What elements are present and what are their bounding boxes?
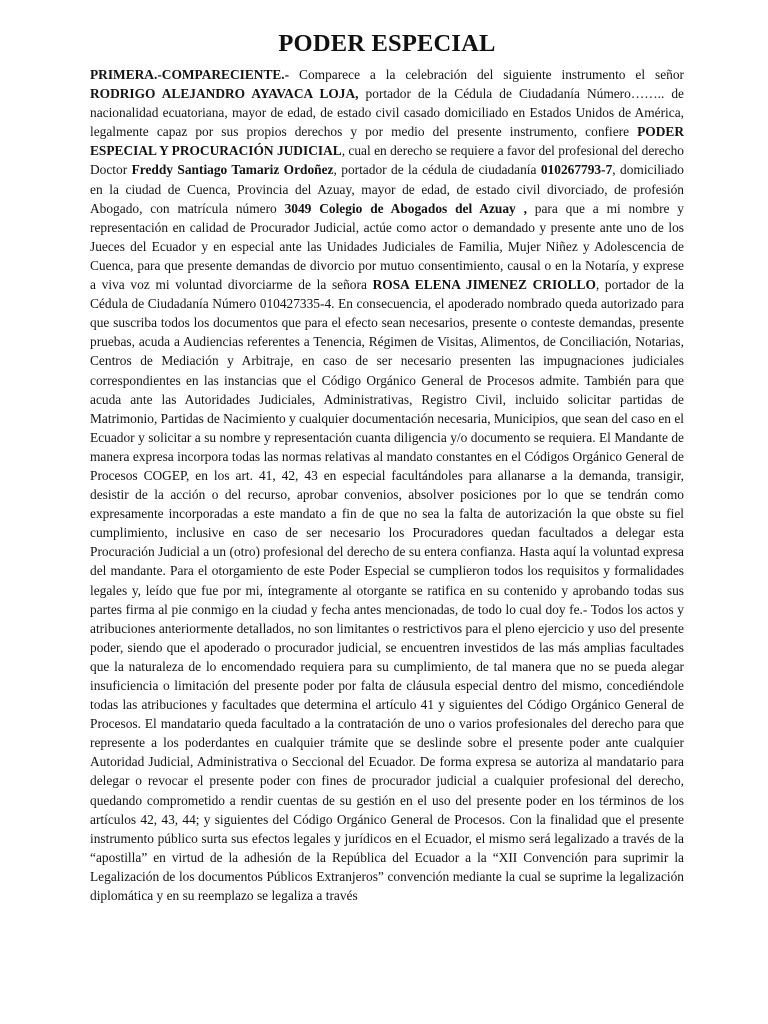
document-body	[90, 65, 684, 905]
attorney-id-number: 010267793-7	[540, 162, 613, 178]
document-page	[90, 30, 684, 905]
body-text-segment: Comparece a la celebración del siguiente instrumento el señor	[289, 67, 684, 82]
body-text-segment: , domiciliado en la ciudad de Cuenca, Provincia del Azuay, mayor de edad, de estado civil divorciado, de profesión Abogado, con matrícula número	[90, 162, 684, 216]
attorney-name: Freddy Santiago Tamariz Ordoñez	[131, 162, 334, 178]
clause-heading: PRIMERA.-COMPARECIENTE.-	[90, 67, 290, 82]
body-text-segment: portador de la Cédula de Ciudadanía Número…….. de nacionalidad ecuatoriana, mayor de edad, de estado civil casado domiciliado en Estados Unidos de América, legalmente capaz por sus propios derechos y por medio del presente instrumento, confiere	[90, 86, 684, 140]
spouse-name: ROSA ELENA JIMENEZ CRIOLLO	[372, 277, 596, 293]
body-text-segment: , portador de la Cédula de Ciudadanía Número 010427335-4. En consecuencia, el apoderado nombrado queda autorizado para que suscriba todos los documentos que para el efecto sean necesarios, presente o conteste demandas, presente pruebas, acuda a Audiencias referentes a Tenencia, Régimen de Visitas, Alimentos, de Conciliación, Notarias, Centros de Mediación y Arbitraje, en caso de ser necesario presenten las impugnaciones judiciales correspondientes en las instancias que el Código Orgánico General de Procesos admite. También para que acuda ante las Autoridades Judiciales, Administrativas, Registro Civil, incluido solicitar partidas de Matrimonio, Partidas de Nacimiento y cualquier documentación necesaria, Municipios, que sean del caso en el Ecuador y solicitar a su nombre y representación cuanta diligencia y/o documento se requiera. El Mandante de manera expresa incorpora todas las normas relativas al mandato constantes en el Códigos Orgánico General de Procesos COGEP, en los art. 41, 42, 43 en especial facultándoles para allanarse a la demanda, transigir, desistir de la acción o del recurso, aprobar convenios, absolver posiciones por lo que se tendrán como expresamente incorporadas a este mandato a fin de que no sea la falta de autorización la que obste su fiel cumplimiento, inclusive en caso de ser necesario los Procuradores quedan facultados a delegar esta Procuración Judicial a un (otro) profesional del derecho de su entera confianza. Hasta aquí la voluntad expresa del mandante. Para el otorgamiento de este Poder Especial se cumplieron todos los requisitos y formalidades legales y, leído que fue por mi, íntegramente al otorgante se ratifica en su contenido y aprobando todas sus partes firma al pie conmigo en la ciudad y fecha antes mencionadas, de todo lo cual doy fe.- Todos los actos y atribuciones anteriormente detallados, no son limitantes o restrictivos para el pleno ejercicio y uso del presente poder, siendo que el apoderado o procurador judicial, se encuentren investidos de las más amplias facultades que la naturaleza de lo encomendado requiera para su cumplimiento, de tal manera que no se pueda alegar insuficiencia o limitación del presente poder por falta de cláusula especial dentro del mismo, concediéndole todas las atribuciones y facultades que determina el artículo 41 y siguientes del Código Orgánico General de Procesos. El mandatario queda facultado a la contratación de uno o varios profesionales del derecho para que represente a los poderdantes en cualquier trámite que se deslinde sobre el presente poder ante cualquier Autoridad Judicial, Administrativa o Seccional del Ecuador. De forma expresa se autoriza al mandatario para delegar o revocar el presente poder con fines de procurador judicial a cualquier profesional del derecho, quedando comprometido a rendir cuentas de su gestión en el uso del presente poder en los términos de los artículos 42, 43, 44; y siguientes del Código Orgánico General de Procesos. Con la finalidad que el presente instrumento público surta sus efectos legales y jurídicos en el Ecuador, el mismo será legalizado a través de la “apostilla” en virtud de la adhesión de la República del Ecuador a la “XII Convención para suprimir la Legalización de los documentos Públicos Extranjeros” convención mediante la cual se suprime la legalización diplomática y en su reemplazo se legaliza a través	[90, 277, 684, 904]
body-text-segment: , cual en derecho se requiere a favor del profesional del derecho Doctor	[90, 143, 684, 178]
power-type: PODER ESPECIAL Y PROCURACIÓN JUDICIAL	[90, 124, 684, 159]
bar-registration: 3049 Colegio de Abogados del Azuay ,	[284, 200, 527, 216]
document-title: PODER ESPECIAL	[278, 30, 496, 57]
grantor-name: RODRIGO ALEJANDRO AYAVACA LOJA,	[90, 86, 359, 102]
body-text-segment: , portador de la cédula de ciudadanía	[333, 162, 541, 178]
body-text-segment: para que a mi nombre y representación en calidad de Procurador Judicial, actúe como actor o demandado y presente ante uno de los Jueces del Ecuador y en especial ante las Unidades Judiciales de Familia, Mujer Niñez y Adolescencia de Cuenca, para que presente demandas de divorcio por mutuo consentimiento, causal o en la Notaría, y exprese a viva voz mi voluntad divorciarme de la señora	[90, 200, 684, 293]
